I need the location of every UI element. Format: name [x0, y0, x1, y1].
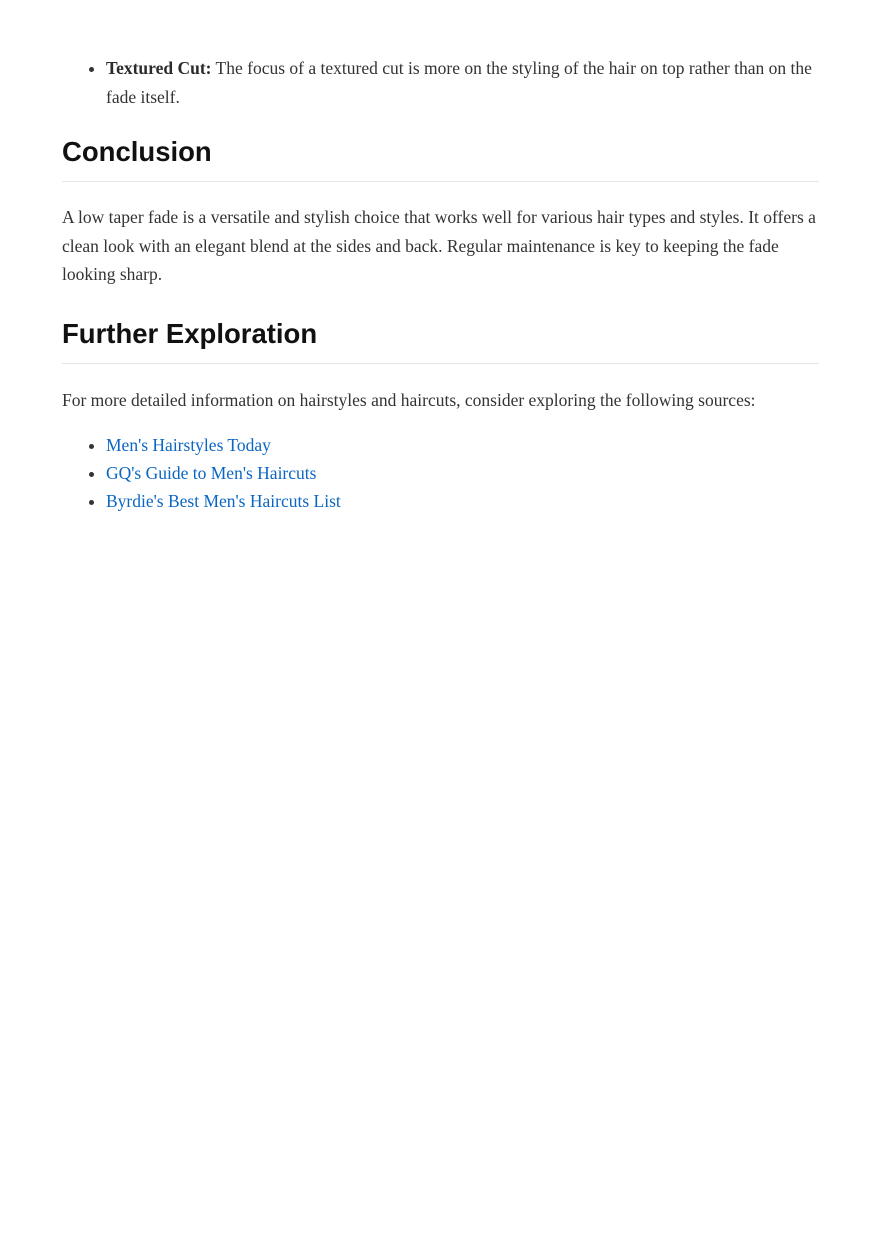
source-link-list: [62, 431, 819, 515]
article-body: [62, 0, 819, 515]
list-item: [106, 459, 819, 487]
list-item: [106, 487, 819, 515]
further-exploration-intro: For more detailed information on hairstyles and haircuts, consider exploring the following sources:: [62, 389, 756, 410]
conclusion-heading: Conclusion: [62, 135, 819, 182]
list-item: [106, 54, 819, 111]
list-item-term: Textured Cut:: [106, 58, 212, 78]
link-gq-guide-mens-haircuts[interactable]: GQ's Guide to Men's Haircuts: [106, 463, 317, 483]
further-exploration-heading: Further Exploration: [62, 317, 819, 364]
list-item-text: The focus of a textured cut is more on the styling of the hair on top rather than on the fade itself.: [106, 58, 812, 107]
link-mens-hairstyles-today[interactable]: Men's Hairstyles Today: [106, 435, 271, 455]
haircut-type-list: [62, 54, 819, 111]
link-byrdie-best-mens-haircuts[interactable]: Byrdie's Best Men's Haircuts List: [106, 491, 341, 511]
conclusion-paragraph: A low taper fade is a versatile and stylish choice that works well for various hair types and styles. It offers a clean look with an elegant blend at the sides and back. Regular maintenance is key to keeping the fade looking sharp.: [62, 207, 816, 284]
list-item: [106, 431, 819, 459]
